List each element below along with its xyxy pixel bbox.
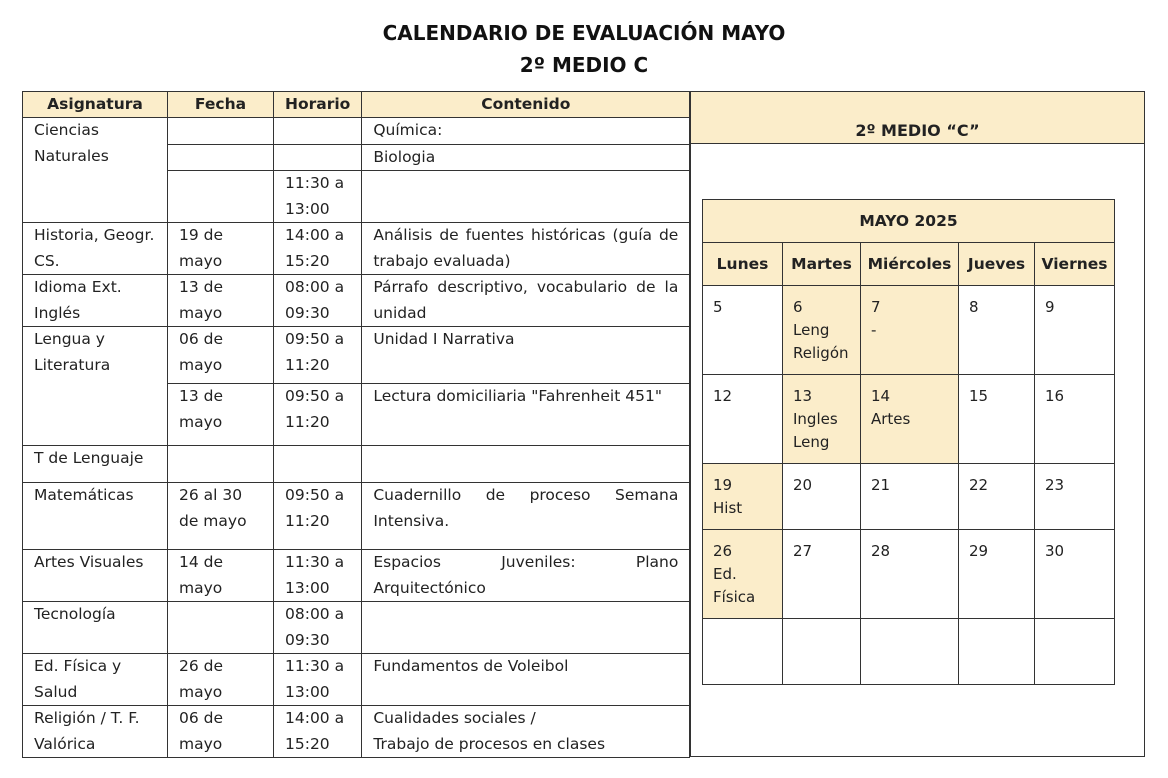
subject-cell: Lengua y Literatura bbox=[23, 327, 168, 446]
evaluation-schedule-table bbox=[22, 91, 690, 758]
page-subtitle: 2º MEDIO C bbox=[519, 53, 649, 77]
day-number: 23 bbox=[1045, 476, 1065, 494]
calendar-day-cell bbox=[1035, 375, 1115, 464]
content-cell: Lectura domiciliaria "Fahrenheit 451" bbox=[362, 384, 690, 446]
subject-cell: Tecnología bbox=[23, 602, 168, 654]
content-line: Trabajo de procesos en clases bbox=[373, 734, 606, 753]
calendar-day-cell bbox=[861, 286, 959, 375]
time-cell: 14:00 a 15:20 bbox=[274, 706, 362, 758]
content-cell: Unidad I Narrativa bbox=[362, 327, 690, 384]
time-cell: 09:50 a 11:20 bbox=[274, 384, 362, 446]
content-cell: Análisis de fuentes históricas (guía de trabajo evaluada) bbox=[362, 223, 690, 275]
weekday-header: Martes bbox=[783, 243, 861, 286]
day-number: 28 bbox=[871, 542, 891, 560]
subject-cell: Ed. Física y Salud bbox=[23, 654, 168, 706]
calendar-day-cell bbox=[783, 464, 861, 530]
content-cell bbox=[362, 171, 690, 223]
subject-cell: Artes Visuales bbox=[23, 550, 168, 602]
time-cell: 09:50 a 11:20 bbox=[274, 327, 362, 384]
calendar-day-cell bbox=[861, 619, 959, 685]
day-number: 12 bbox=[713, 387, 733, 405]
day-event: Hist bbox=[713, 499, 743, 517]
day-number: 29 bbox=[969, 542, 989, 560]
day-number: 7 bbox=[871, 298, 881, 316]
time-cell bbox=[274, 446, 362, 483]
calendar-panel-title: 2º MEDIO “C” bbox=[855, 121, 980, 140]
time-cell bbox=[274, 118, 362, 145]
day-number: 13 bbox=[793, 387, 813, 405]
date-cell: 06 de mayo bbox=[168, 327, 274, 384]
date-cell bbox=[168, 446, 274, 483]
time-cell: 09:50 a 11:20 bbox=[274, 483, 362, 550]
time-cell bbox=[274, 144, 362, 171]
date-cell: 13 de mayo bbox=[168, 275, 274, 327]
content-cell: Química: bbox=[362, 118, 690, 145]
time-cell: 14:00 a 15:20 bbox=[274, 223, 362, 275]
calendar-day-cell bbox=[783, 375, 861, 464]
calendar-day-cell bbox=[861, 530, 959, 619]
date-cell bbox=[168, 144, 274, 171]
day-event: Religón bbox=[793, 344, 849, 362]
table-row bbox=[23, 446, 690, 483]
table-row bbox=[23, 118, 690, 145]
column-header-time: Horario bbox=[274, 92, 362, 118]
day-number: 26 bbox=[713, 542, 733, 560]
content-cell: Cuadernillo de proceso Semana Intensiva. bbox=[362, 483, 690, 550]
calendar-day-cell bbox=[959, 464, 1035, 530]
day-number: 16 bbox=[1045, 387, 1065, 405]
date-cell: 13 de mayo bbox=[168, 384, 274, 446]
date-cell: 26 al 30 de mayo bbox=[168, 483, 274, 550]
day-number: 22 bbox=[969, 476, 989, 494]
date-cell bbox=[168, 118, 274, 145]
calendar-day-cell bbox=[1035, 619, 1115, 685]
time-cell: 08:00 a 09:30 bbox=[274, 275, 362, 327]
calendar-day-cell bbox=[861, 464, 959, 530]
subject-cell: Religión / T. F. Valórica bbox=[23, 706, 168, 758]
calendar-day-cell bbox=[703, 619, 783, 685]
table-row bbox=[23, 223, 690, 275]
date-cell: 26 de mayo bbox=[168, 654, 274, 706]
calendar-panel-header bbox=[691, 92, 1144, 144]
day-event: Física bbox=[713, 588, 756, 606]
day-number: 6 bbox=[793, 298, 803, 316]
table-row bbox=[23, 483, 690, 550]
time-cell: 11:30 a 13:00 bbox=[274, 654, 362, 706]
calendar-week-row bbox=[703, 530, 1115, 619]
time-cell: 11:30 a 13:00 bbox=[274, 550, 362, 602]
day-event: Artes bbox=[871, 410, 911, 428]
day-number: 20 bbox=[793, 476, 813, 494]
content-cell bbox=[362, 446, 690, 483]
calendar-day-cell bbox=[703, 286, 783, 375]
calendar-day-cell bbox=[783, 530, 861, 619]
calendar-day-cell bbox=[783, 619, 861, 685]
calendar-week-row bbox=[703, 286, 1115, 375]
column-header-subject: Asignatura bbox=[23, 92, 168, 118]
day-number: 8 bbox=[969, 298, 979, 316]
table-row bbox=[23, 275, 690, 327]
day-event: Leng bbox=[793, 433, 830, 451]
table-row bbox=[23, 602, 690, 654]
weekday-header-row bbox=[703, 243, 1115, 286]
calendar-day-cell bbox=[703, 530, 783, 619]
weekday-header: Jueves bbox=[959, 243, 1035, 286]
subject-cell: Ciencias Naturales bbox=[23, 118, 168, 223]
calendar-day-cell bbox=[1035, 530, 1115, 619]
table-header-row bbox=[23, 92, 690, 118]
calendar-day-cell bbox=[703, 464, 783, 530]
calendar-day-cell bbox=[1035, 286, 1115, 375]
subject-cell: Historia, Geogr. CS. bbox=[23, 223, 168, 275]
month-calendar bbox=[702, 199, 1115, 685]
date-cell bbox=[168, 171, 274, 223]
weekday-header: Lunes bbox=[703, 243, 783, 286]
calendar-day-cell bbox=[703, 375, 783, 464]
subject-cell: T de Lenguaje bbox=[23, 446, 168, 483]
content-line: Cualidades sociales / bbox=[373, 709, 536, 727]
date-cell: 19 de mayo bbox=[168, 223, 274, 275]
calendar-day-cell bbox=[861, 375, 959, 464]
day-event: Leng bbox=[793, 321, 830, 339]
content-cell bbox=[362, 706, 690, 758]
date-cell: 14 de mayo bbox=[168, 550, 274, 602]
day-event: Ed. bbox=[713, 565, 737, 583]
day-event: - bbox=[871, 321, 877, 339]
column-header-date: Fecha bbox=[168, 92, 274, 118]
day-number: 14 bbox=[871, 387, 891, 405]
calendar-day-cell bbox=[959, 286, 1035, 375]
content-cell: Espacios Juveniles: Plano Arquitectónico bbox=[362, 550, 690, 602]
table-row bbox=[23, 654, 690, 706]
calendar-day-cell bbox=[783, 286, 861, 375]
calendar-day-cell bbox=[1035, 464, 1115, 530]
calendar-week-row bbox=[703, 375, 1115, 464]
subject-cell: Idioma Ext. Inglés bbox=[23, 275, 168, 327]
date-cell bbox=[168, 602, 274, 654]
date-cell: 06 de mayo bbox=[168, 706, 274, 758]
table-row bbox=[23, 327, 690, 384]
day-number: 27 bbox=[793, 542, 813, 560]
content-cell: Párrafo descriptivo, vocabulario de la unidad bbox=[362, 275, 690, 327]
weekday-header: Miércoles bbox=[861, 243, 959, 286]
subject-cell: Matemáticas bbox=[23, 483, 168, 550]
calendar-week-row bbox=[703, 619, 1115, 685]
day-event: Ingles bbox=[793, 410, 838, 428]
day-number: 30 bbox=[1045, 542, 1065, 560]
content-cell: Fundamentos de Voleibol bbox=[362, 654, 690, 706]
calendar-week-row bbox=[703, 464, 1115, 530]
day-number: 9 bbox=[1045, 298, 1055, 316]
page-title: CALENDARIO DE EVALUACIÓN MAYO bbox=[382, 21, 786, 45]
day-number: 15 bbox=[969, 387, 989, 405]
content-cell bbox=[362, 602, 690, 654]
day-number: 19 bbox=[713, 476, 733, 494]
calendar-day-cell bbox=[959, 619, 1035, 685]
table-row bbox=[23, 706, 690, 758]
month-title: MAYO 2025 bbox=[703, 200, 1115, 243]
column-header-content: Contenido bbox=[362, 92, 690, 118]
table-row bbox=[23, 550, 690, 602]
calendar-day-cell bbox=[959, 530, 1035, 619]
day-number: 21 bbox=[871, 476, 891, 494]
calendar-day-cell bbox=[959, 375, 1035, 464]
time-cell: 11:30 a 13:00 bbox=[274, 171, 362, 223]
content-cell: Biologia bbox=[362, 144, 690, 171]
weekday-header: Viernes bbox=[1035, 243, 1115, 286]
time-cell: 08:00 a 09:30 bbox=[274, 602, 362, 654]
day-number: 5 bbox=[713, 298, 723, 316]
